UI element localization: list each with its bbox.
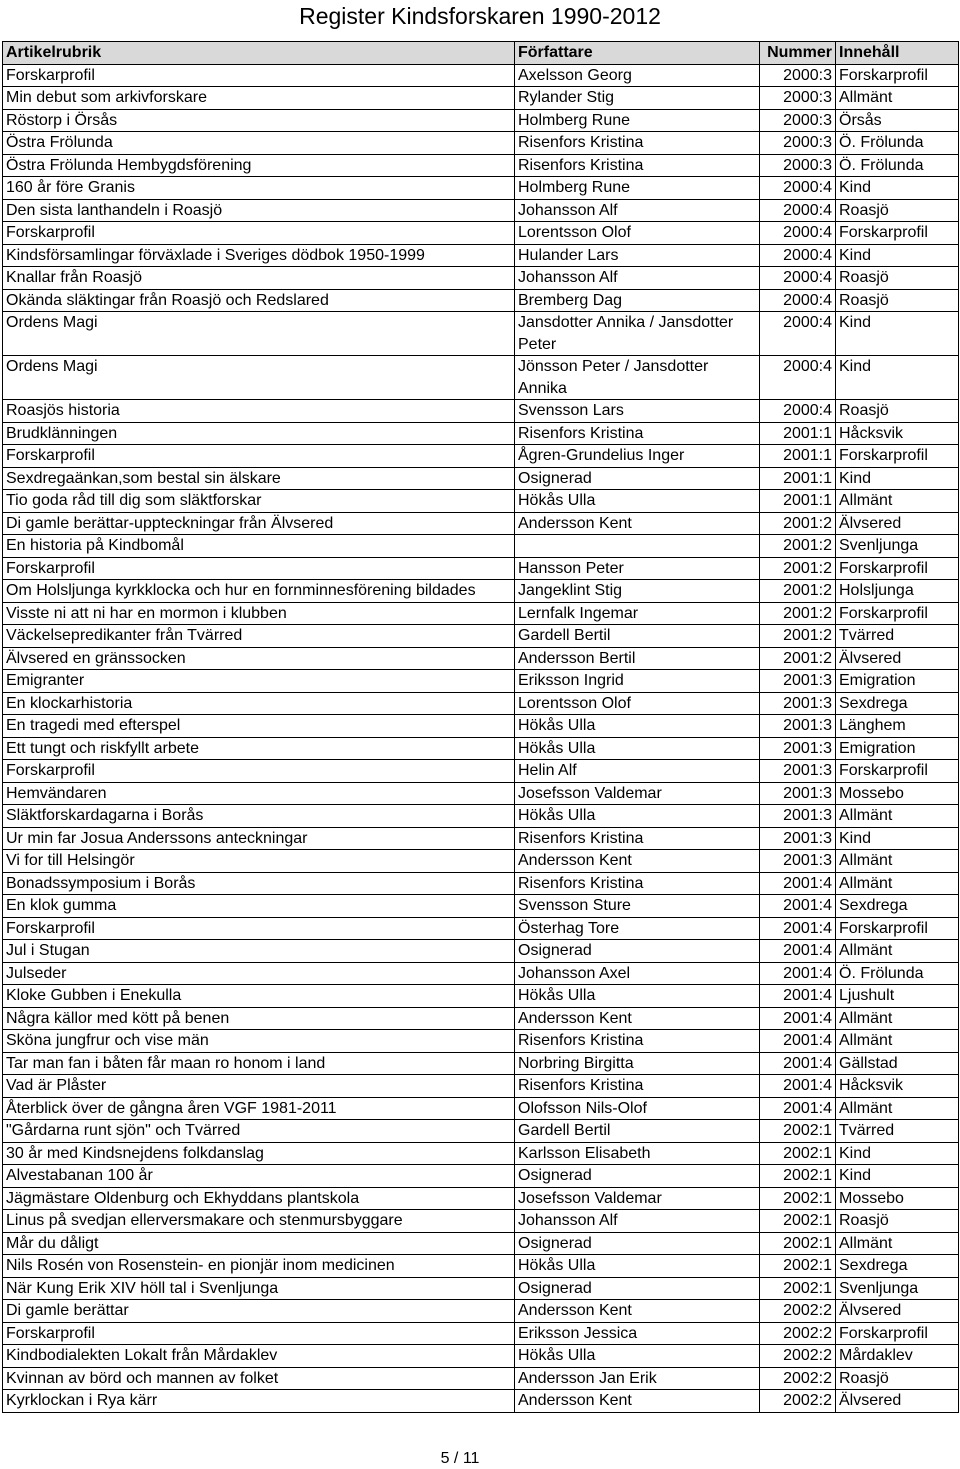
cell-article: Forskarprofil: [3, 64, 515, 87]
cell-number: 2001:4: [760, 917, 836, 940]
cell-content: Ljushult: [836, 985, 959, 1008]
header-author: Författare: [515, 42, 760, 65]
cell-author: Jangeklint Stig: [515, 580, 760, 603]
cell-content: Tvärred: [836, 625, 959, 648]
cell-article: Sköna jungfrur och vise män: [3, 1030, 515, 1053]
cell-article: Knallar från Roasjö: [3, 267, 515, 290]
cell-author: Karlsson Elisabeth: [515, 1142, 760, 1165]
table-row: [3, 647, 959, 670]
cell-article: Di gamle berättar: [3, 1300, 515, 1323]
cell-article: Hemvändaren: [3, 782, 515, 805]
cell-author: Risenfors Kristina: [515, 827, 760, 850]
table-row: [3, 222, 959, 245]
table-row: [3, 1097, 959, 1120]
cell-number: 2000:4: [760, 244, 836, 267]
cell-author: Hulander Lars: [515, 244, 760, 267]
cell-article: Tio goda råd till dig som släktforskar: [3, 490, 515, 513]
table-row: [3, 199, 959, 222]
table-row: [3, 490, 959, 513]
cell-article: Väckelsepredikanter från Tvärred: [3, 625, 515, 648]
cell-number: 2000:4: [760, 289, 836, 312]
cell-author: Andersson Kent: [515, 1007, 760, 1030]
cell-content: Kind: [836, 177, 959, 200]
table-row: [3, 715, 959, 738]
cell-content: Ö. Frölunda: [836, 962, 959, 985]
cell-author: Olofsson Nils-Olof: [515, 1097, 760, 1120]
cell-article: En klockarhistoria: [3, 692, 515, 715]
table-row: [3, 312, 959, 356]
table-row: [3, 1232, 959, 1255]
cell-author: Risenfors Kristina: [515, 154, 760, 177]
cell-author: Osignerad: [515, 940, 760, 963]
cell-author: Eriksson Ingrid: [515, 670, 760, 693]
cell-content: Allmänt: [836, 87, 959, 110]
cell-author: Andersson Kent: [515, 1390, 760, 1413]
cell-article: Kindbodialekten Lokalt från Mårdaklev: [3, 1345, 515, 1368]
cell-number: 2000:3: [760, 87, 836, 110]
table-body: [3, 64, 959, 1412]
cell-content: Roasjö: [836, 289, 959, 312]
table-row: [3, 850, 959, 873]
cell-article: Om Holsljunga kyrkklocka och hur en fornminnesförening bildades: [3, 580, 515, 603]
cell-author: Jansdotter Annika / Jansdotter Peter: [515, 312, 760, 356]
cell-article: Ur min far Josua Anderssons anteckningar: [3, 827, 515, 850]
cell-article: Kyrklockan i Rya kärr: [3, 1390, 515, 1413]
cell-content: Håcksvik: [836, 1075, 959, 1098]
cell-number: 2002:1: [760, 1255, 836, 1278]
cell-content: Forskarprofil: [836, 917, 959, 940]
table-row: [3, 267, 959, 290]
cell-number: 2000:4: [760, 267, 836, 290]
cell-number: 2001:1: [760, 467, 836, 490]
cell-content: Forskarprofil: [836, 64, 959, 87]
cell-number: 2001:1: [760, 490, 836, 513]
cell-content: Allmänt: [836, 940, 959, 963]
cell-author: Lernfalk Ingemar: [515, 602, 760, 625]
cell-content: Älvsered: [836, 1300, 959, 1323]
cell-author: Helin Alf: [515, 760, 760, 783]
cell-number: 2000:4: [760, 400, 836, 423]
table-row: [3, 154, 959, 177]
cell-number: 2002:2: [760, 1390, 836, 1413]
cell-number: 2001:3: [760, 782, 836, 805]
cell-article: Forskarprofil: [3, 1322, 515, 1345]
cell-number: 2002:2: [760, 1300, 836, 1323]
cell-number: 2001:4: [760, 1030, 836, 1053]
cell-author: Johansson Alf: [515, 267, 760, 290]
cell-content: Roasjö: [836, 1367, 959, 1390]
cell-content: Sexdrega: [836, 692, 959, 715]
header-number: Nummer: [760, 42, 836, 65]
cell-author: Johansson Alf: [515, 1210, 760, 1233]
cell-number: 2001:4: [760, 985, 836, 1008]
cell-number: 2001:2: [760, 557, 836, 580]
cell-author: Hökås Ulla: [515, 1345, 760, 1368]
cell-author: Risenfors Kristina: [515, 132, 760, 155]
cell-number: 2001:2: [760, 647, 836, 670]
table-row: [3, 1300, 959, 1323]
cell-number: 2001:3: [760, 692, 836, 715]
table-row: [3, 1075, 959, 1098]
cell-article: Kindsförsamlingar förväxlade i Sveriges dödbok 1950-1999: [3, 244, 515, 267]
cell-number: 2002:2: [760, 1322, 836, 1345]
cell-content: Ö. Frölunda: [836, 132, 959, 155]
header-article: Artikelrubrik: [3, 42, 515, 65]
cell-number: 2001:3: [760, 715, 836, 738]
table-row: [3, 1187, 959, 1210]
table-row: [3, 109, 959, 132]
table-row: [3, 1120, 959, 1143]
cell-content: Allmänt: [836, 872, 959, 895]
cell-author: Hansson Peter: [515, 557, 760, 580]
cell-author: Holmberg Rune: [515, 109, 760, 132]
table-row: [3, 760, 959, 783]
table-row: [3, 827, 959, 850]
cell-author: Andersson Jan Erik: [515, 1367, 760, 1390]
cell-content: Emigration: [836, 670, 959, 693]
cell-content: Allmänt: [836, 1097, 959, 1120]
cell-article: Nils Rosén von Rosenstein- en pionjär inom medicinen: [3, 1255, 515, 1278]
cell-content: Roasjö: [836, 1210, 959, 1233]
cell-article: Den sista lanthandeln i Roasjö: [3, 199, 515, 222]
cell-content: Mossebo: [836, 782, 959, 805]
table-row: [3, 625, 959, 648]
cell-author: Risenfors Kristina: [515, 1075, 760, 1098]
cell-content: Ö. Frölunda: [836, 154, 959, 177]
register-table: [2, 41, 959, 1413]
table-row: [3, 467, 959, 490]
cell-author: Osignerad: [515, 1277, 760, 1300]
table-row: [3, 356, 959, 400]
cell-content: Mossebo: [836, 1187, 959, 1210]
cell-author: Holmberg Rune: [515, 177, 760, 200]
cell-number: 2000:4: [760, 312, 836, 356]
cell-number: 2001:4: [760, 872, 836, 895]
table-row: [3, 244, 959, 267]
cell-author: Norbring Birgitta: [515, 1052, 760, 1075]
cell-article: Mår du dåligt: [3, 1232, 515, 1255]
cell-author: Gardell Bertil: [515, 625, 760, 648]
cell-author: Andersson Kent: [515, 1300, 760, 1323]
cell-number: 2001:3: [760, 827, 836, 850]
cell-author: Hökås Ulla: [515, 1255, 760, 1278]
cell-number: 2001:4: [760, 940, 836, 963]
cell-article: Forskarprofil: [3, 222, 515, 245]
cell-content: Sexdrega: [836, 895, 959, 918]
cell-author: Rylander Stig: [515, 87, 760, 110]
header-content: Innehåll: [836, 42, 959, 65]
cell-article: Brudklänningen: [3, 422, 515, 445]
cell-content: Allmänt: [836, 1007, 959, 1030]
table-row: [3, 400, 959, 423]
cell-author: Josefsson Valdemar: [515, 1187, 760, 1210]
cell-content: Allmänt: [836, 1030, 959, 1053]
cell-author: Osignerad: [515, 467, 760, 490]
cell-content: Roasjö: [836, 400, 959, 423]
cell-content: Forskarprofil: [836, 760, 959, 783]
cell-content: Forskarprofil: [836, 602, 959, 625]
cell-content: Kind: [836, 827, 959, 850]
cell-article: "Gårdarna runt sjön" och Tvärred: [3, 1120, 515, 1143]
cell-author: Lorentsson Olof: [515, 222, 760, 245]
cell-content: Älvsered: [836, 647, 959, 670]
cell-content: Kind: [836, 312, 959, 356]
cell-author: Axelsson Georg: [515, 64, 760, 87]
table-row: [3, 895, 959, 918]
table-row: [3, 1277, 959, 1300]
cell-article: Ordens Magi: [3, 356, 515, 400]
cell-number: 2000:3: [760, 132, 836, 155]
cell-author: Risenfors Kristina: [515, 422, 760, 445]
table-row: [3, 422, 959, 445]
cell-author: [515, 535, 760, 558]
cell-author: Svensson Lars: [515, 400, 760, 423]
cell-author: Hökås Ulla: [515, 805, 760, 828]
cell-content: Kind: [836, 467, 959, 490]
table-row: [3, 1052, 959, 1075]
table-row: [3, 940, 959, 963]
cell-article: När Kung Erik XIV höll tal i Svenljunga: [3, 1277, 515, 1300]
cell-author: Hökås Ulla: [515, 985, 760, 1008]
cell-author: Bremberg Dag: [515, 289, 760, 312]
table-row: [3, 1007, 959, 1030]
table-row: [3, 962, 959, 985]
cell-number: 2002:1: [760, 1187, 836, 1210]
cell-article: Släktforskardagarna i Borås: [3, 805, 515, 828]
table-row: [3, 535, 959, 558]
cell-article: Di gamle berättar-uppteckningar från Älvsered: [3, 512, 515, 535]
cell-content: Forskarprofil: [836, 445, 959, 468]
table-row: [3, 1142, 959, 1165]
cell-number: 2001:3: [760, 850, 836, 873]
cell-content: Svenljunga: [836, 535, 959, 558]
cell-author: Risenfors Kristina: [515, 872, 760, 895]
table-header-row: [3, 42, 959, 65]
cell-content: Allmänt: [836, 805, 959, 828]
cell-number: 2001:3: [760, 670, 836, 693]
cell-author: Svensson Sture: [515, 895, 760, 918]
cell-content: Älvsered: [836, 1390, 959, 1413]
table-row: [3, 872, 959, 895]
cell-content: Forskarprofil: [836, 222, 959, 245]
cell-number: 2001:2: [760, 512, 836, 535]
cell-author: Eriksson Jessica: [515, 1322, 760, 1345]
cell-content: Allmänt: [836, 1232, 959, 1255]
cell-number: 2002:1: [760, 1165, 836, 1188]
cell-content: Forskarprofil: [836, 1322, 959, 1345]
cell-author: Österhag Tore: [515, 917, 760, 940]
cell-author: Risenfors Kristina: [515, 1030, 760, 1053]
cell-content: Holsljunga: [836, 580, 959, 603]
cell-number: 2000:3: [760, 154, 836, 177]
cell-number: 2001:4: [760, 962, 836, 985]
cell-number: 2002:1: [760, 1232, 836, 1255]
cell-number: 2001:4: [760, 1097, 836, 1120]
cell-content: Mårdaklev: [836, 1345, 959, 1368]
cell-number: 2001:2: [760, 580, 836, 603]
cell-number: 2000:3: [760, 109, 836, 132]
cell-content: Roasjö: [836, 267, 959, 290]
cell-author: Johansson Alf: [515, 199, 760, 222]
cell-article: En historia på Kindbomål: [3, 535, 515, 558]
cell-author: Lorentsson Olof: [515, 692, 760, 715]
cell-number: 2000:4: [760, 177, 836, 200]
cell-article: En klok gumma: [3, 895, 515, 918]
cell-number: 2001:4: [760, 895, 836, 918]
cell-article: Roasjös historia: [3, 400, 515, 423]
cell-content: Håcksvik: [836, 422, 959, 445]
cell-number: 2001:4: [760, 1052, 836, 1075]
cell-article: Vad är Plåster: [3, 1075, 515, 1098]
table-row: [3, 602, 959, 625]
cell-article: Min debut som arkivforskare: [3, 87, 515, 110]
cell-article: Vi for till Helsingör: [3, 850, 515, 873]
cell-article: Östra Frölunda: [3, 132, 515, 155]
cell-article: Ordens Magi: [3, 312, 515, 356]
cell-article: Forskarprofil: [3, 445, 515, 468]
cell-number: 2001:3: [760, 805, 836, 828]
table-row: [3, 1210, 959, 1233]
table-row: [3, 1165, 959, 1188]
cell-content: Kind: [836, 356, 959, 400]
table-row: [3, 87, 959, 110]
cell-article: En tragedi med efterspel: [3, 715, 515, 738]
cell-author: Andersson Kent: [515, 512, 760, 535]
cell-author: Andersson Bertil: [515, 647, 760, 670]
cell-article: Några källor med kött på benen: [3, 1007, 515, 1030]
cell-number: 2000:4: [760, 222, 836, 245]
table-row: [3, 692, 959, 715]
cell-content: Kind: [836, 1142, 959, 1165]
table-row: [3, 1030, 959, 1053]
cell-content: Gällstad: [836, 1052, 959, 1075]
cell-number: 2001:2: [760, 602, 836, 625]
cell-number: 2002:1: [760, 1142, 836, 1165]
table-row: [3, 782, 959, 805]
cell-article: Forskarprofil: [3, 557, 515, 580]
cell-article: Röstorp i Örsås: [3, 109, 515, 132]
cell-author: Osignerad: [515, 1232, 760, 1255]
table-row: [3, 64, 959, 87]
cell-number: 2000:4: [760, 199, 836, 222]
table-row: [3, 1255, 959, 1278]
cell-article: Ett tungt och riskfyllt arbete: [3, 737, 515, 760]
cell-content: Svenljunga: [836, 1277, 959, 1300]
page-title: Register Kindsforskaren 1990-2012: [299, 3, 661, 29]
cell-content: Forskarprofil: [836, 557, 959, 580]
cell-article: Kloke Gubben i Enekulla: [3, 985, 515, 1008]
cell-article: 30 år med Kindsnejdens folkdanslag: [3, 1142, 515, 1165]
cell-article: Emigranter: [3, 670, 515, 693]
cell-number: 2001:2: [760, 535, 836, 558]
cell-author: Andersson Kent: [515, 850, 760, 873]
cell-article: Tar man fan i båten får maan ro honom i land: [3, 1052, 515, 1075]
cell-content: Emigration: [836, 737, 959, 760]
cell-article: Alvestabanan 100 år: [3, 1165, 515, 1188]
cell-number: 2001:3: [760, 760, 836, 783]
cell-author: Hökås Ulla: [515, 490, 760, 513]
cell-author: Ågren-Grundelius Inger: [515, 445, 760, 468]
cell-number: 2001:3: [760, 737, 836, 760]
table-row: [3, 985, 959, 1008]
cell-author: Osignerad: [515, 1165, 760, 1188]
cell-number: 2002:2: [760, 1345, 836, 1368]
cell-article: 160 år före Granis: [3, 177, 515, 200]
cell-article: Julseder: [3, 962, 515, 985]
table-row: [3, 557, 959, 580]
cell-author: Johansson Axel: [515, 962, 760, 985]
cell-number: 2000:4: [760, 356, 836, 400]
cell-number: 2002:1: [760, 1120, 836, 1143]
table-row: [3, 670, 959, 693]
cell-article: Visste ni att ni har en mormon i klubben: [3, 602, 515, 625]
cell-number: 2002:1: [760, 1277, 836, 1300]
cell-article: Bonadssymposium i Borås: [3, 872, 515, 895]
cell-number: 2000:3: [760, 64, 836, 87]
cell-author: Gardell Bertil: [515, 1120, 760, 1143]
cell-article: Linus på svedjan ellerversmakare och stenmursbyggare: [3, 1210, 515, 1233]
cell-content: Kind: [836, 1165, 959, 1188]
table-row: [3, 917, 959, 940]
table-row: [3, 1390, 959, 1413]
table-row: [3, 177, 959, 200]
table-row: [3, 805, 959, 828]
table-row: [3, 512, 959, 535]
cell-number: 2001:1: [760, 422, 836, 445]
page-number: 5 / 11: [440, 1450, 480, 1467]
cell-article: Jul i Stugan: [3, 940, 515, 963]
cell-content: Allmänt: [836, 850, 959, 873]
cell-article: Älvsered en gränssocken: [3, 647, 515, 670]
table-row: [3, 580, 959, 603]
cell-author: Josefsson Valdemar: [515, 782, 760, 805]
cell-content: Länghem: [836, 715, 959, 738]
cell-content: Kind: [836, 244, 959, 267]
table-row: [3, 1322, 959, 1345]
cell-number: 2001:4: [760, 1007, 836, 1030]
cell-author: Jönsson Peter / Jansdotter Annika: [515, 356, 760, 400]
table-row: [3, 1345, 959, 1368]
cell-content: Allmänt: [836, 490, 959, 513]
cell-article: Forskarprofil: [3, 917, 515, 940]
cell-content: Örsås: [836, 109, 959, 132]
table-row: [3, 1367, 959, 1390]
cell-article: Östra Frölunda Hembygdsförening: [3, 154, 515, 177]
cell-author: Hökås Ulla: [515, 737, 760, 760]
cell-article: Forskarprofil: [3, 760, 515, 783]
cell-number: 2001:4: [760, 1075, 836, 1098]
cell-number: 2002:2: [760, 1367, 836, 1390]
cell-content: Roasjö: [836, 199, 959, 222]
cell-article: Sexdregaänkan,som bestal sin älskare: [3, 467, 515, 490]
cell-number: 2001:1: [760, 445, 836, 468]
cell-number: 2002:1: [760, 1210, 836, 1233]
table-row: [3, 132, 959, 155]
cell-content: Sexdrega: [836, 1255, 959, 1278]
cell-number: 2001:2: [760, 625, 836, 648]
table-row: [3, 289, 959, 312]
table-row: [3, 737, 959, 760]
table-row: [3, 445, 959, 468]
cell-article: Okända släktingar från Roasjö och Redslared: [3, 289, 515, 312]
cell-content: Tvärred: [836, 1120, 959, 1143]
cell-content: Älvsered: [836, 512, 959, 535]
cell-article: Återblick över de gångna åren VGF 1981-2011: [3, 1097, 515, 1120]
cell-article: Kvinnan av börd och mannen av folket: [3, 1367, 515, 1390]
cell-author: Hökås Ulla: [515, 715, 760, 738]
cell-article: Jägmästare Oldenburg och Ekhyddans plantskola: [3, 1187, 515, 1210]
